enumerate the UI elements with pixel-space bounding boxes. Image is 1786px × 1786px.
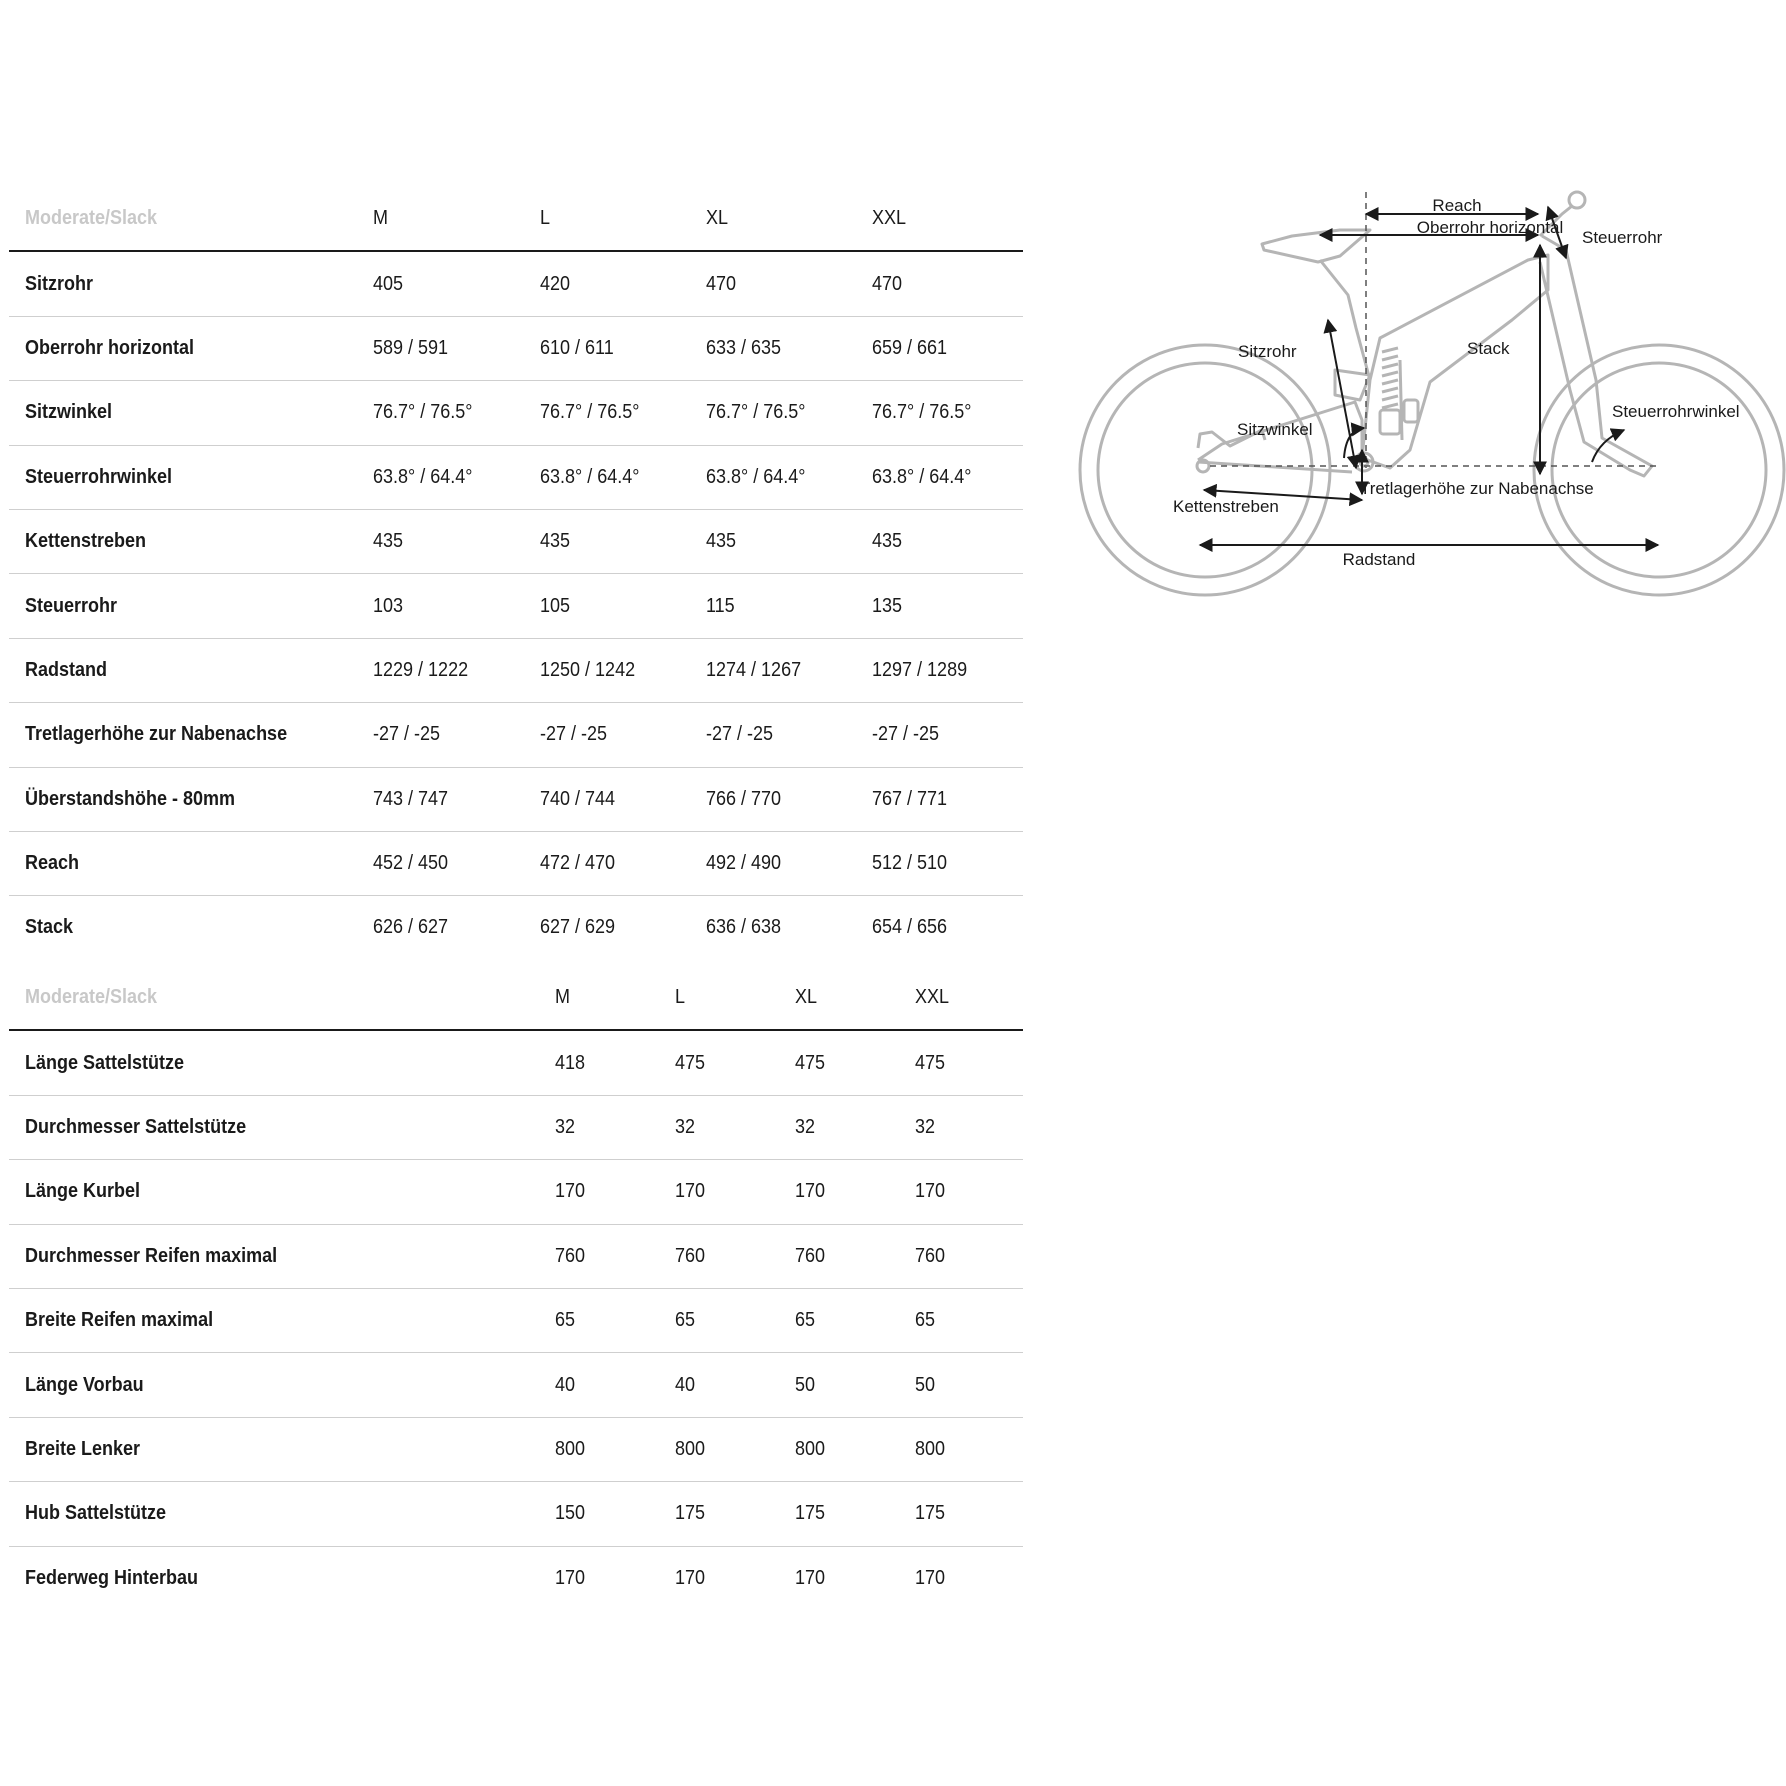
value-xl: -27 / -25 (706, 723, 774, 746)
row-label: Oberrohr horizontal (25, 336, 195, 359)
table-row (9, 768, 1023, 832)
value-m: 103 (373, 594, 404, 617)
table-row (9, 381, 1023, 445)
value-xl: 32 (795, 1115, 816, 1138)
value-m: 1229 / 1222 (373, 658, 469, 681)
value-xl: 475 (795, 1051, 826, 1074)
row-label: Tretlagerhöhe zur Nabenachse (25, 723, 288, 746)
value-m: 800 (555, 1437, 586, 1460)
size-header-xxl: XXL (872, 207, 907, 230)
value-xl: 76.7° / 76.5° (706, 401, 806, 424)
value-m: 32 (555, 1115, 576, 1138)
label-sitzrohr: Sitzrohr (1238, 342, 1297, 361)
value-xxl: 170 (915, 1180, 946, 1203)
front-wheel (1534, 345, 1784, 595)
value-xxl: 1297 / 1289 (872, 658, 968, 681)
value-m: 40 (555, 1373, 576, 1396)
table-row (9, 1418, 1023, 1482)
row-label: Länge Kurbel (25, 1180, 141, 1203)
size-header-m: M (555, 986, 571, 1009)
table-row (9, 1225, 1023, 1289)
value-m: 150 (555, 1502, 586, 1525)
value-m: 626 / 627 (373, 916, 449, 939)
row-label: Sitzrohr (25, 272, 94, 295)
row-label: Hub Sattelstütze (25, 1502, 167, 1525)
value-l: 105 (540, 594, 571, 617)
value-m: 170 (555, 1180, 586, 1203)
label-oberrohr: Oberrohr horizontal (1416, 218, 1564, 237)
value-l: 760 (675, 1244, 706, 1267)
value-xl: 115 (706, 594, 735, 617)
value-xxl: 760 (915, 1244, 946, 1267)
table-row (9, 1547, 1023, 1610)
value-m: 418 (555, 1051, 586, 1074)
value-m: 405 (373, 272, 404, 295)
value-m: 452 / 450 (373, 852, 449, 875)
table-row (9, 317, 1023, 381)
value-xl: 636 / 638 (706, 916, 782, 939)
size-header-l: L (540, 207, 551, 230)
row-label: Durchmesser Sattelstütze (25, 1115, 247, 1138)
table-row (9, 1353, 1023, 1417)
value-xl: 175 (795, 1502, 826, 1525)
value-l: 63.8° / 64.4° (540, 465, 640, 488)
table-row (9, 896, 1023, 959)
value-xl: 470 (706, 272, 737, 295)
value-m: 760 (555, 1244, 586, 1267)
value-l: -27 / -25 (540, 723, 608, 746)
value-xxl: 65 (915, 1309, 936, 1332)
table-row (9, 639, 1023, 703)
row-label: Steuerrohr (25, 594, 118, 617)
value-m: -27 / -25 (373, 723, 441, 746)
value-l: 170 (675, 1566, 706, 1589)
row-label: Steuerrohrwinkel (25, 465, 173, 488)
value-m: 743 / 747 (373, 787, 449, 810)
value-m: 435 (373, 530, 404, 553)
rear-wheel (1080, 345, 1330, 595)
value-l: 435 (540, 530, 571, 553)
value-xxl: 470 (872, 272, 903, 295)
value-l: 610 / 611 (540, 336, 614, 359)
value-xl: 1274 / 1267 (706, 658, 802, 681)
label-reach: Reach (1432, 196, 1482, 215)
label-kettenstreben: Kettenstreben (1173, 497, 1279, 516)
size-header-l: L (675, 986, 686, 1009)
value-xxl: 435 (872, 530, 903, 553)
value-xl: 50 (795, 1373, 816, 1396)
value-m: 589 / 591 (373, 336, 449, 359)
value-xl: 435 (706, 530, 737, 553)
table-row (9, 1031, 1023, 1095)
table-row (9, 1482, 1023, 1546)
value-l: 475 (675, 1051, 706, 1074)
table-row (9, 1160, 1023, 1224)
value-xxl: 175 (915, 1502, 946, 1525)
value-xxl: -27 / -25 (872, 723, 940, 746)
row-label: Kettenstreben (25, 530, 147, 553)
value-xxl: 767 / 771 (872, 787, 948, 810)
value-l: 32 (675, 1115, 696, 1138)
geometry-table (9, 187, 1023, 960)
table-title: Moderate/Slack (25, 986, 158, 1009)
value-xl: 65 (795, 1309, 816, 1332)
value-l: 76.7° / 76.5° (540, 401, 640, 424)
value-xl: 170 (795, 1566, 826, 1589)
value-l: 740 / 744 (540, 787, 616, 810)
table-title: Moderate/Slack (25, 207, 158, 230)
row-label: Sitzwinkel (25, 401, 113, 424)
size-header-xl: XL (795, 986, 818, 1009)
value-l: 40 (675, 1373, 696, 1396)
component-table (9, 966, 1023, 1610)
table-row (9, 1096, 1023, 1160)
table-row (9, 510, 1023, 574)
value-l: 472 / 470 (540, 852, 616, 875)
label-steuerrohrwinkel: Steuerrohrwinkel (1612, 402, 1740, 421)
row-label: Überstandshöhe - 80mm (25, 787, 236, 810)
value-l: 170 (675, 1180, 706, 1203)
label-radstand: Radstand (1342, 550, 1416, 569)
row-label: Länge Vorbau (25, 1373, 144, 1396)
size-header-xl: XL (706, 207, 729, 230)
table-row (9, 252, 1023, 316)
value-xxl: 654 / 656 (872, 916, 948, 939)
value-m: 170 (555, 1566, 586, 1589)
value-xxl: 800 (915, 1437, 946, 1460)
label-tretlager: Tretlagerhöhe zur Nabenachse (1360, 479, 1594, 498)
value-l: 627 / 629 (540, 916, 616, 939)
value-xxl: 76.7° / 76.5° (872, 401, 972, 424)
value-xxl: 512 / 510 (872, 852, 948, 875)
label-stack: Stack (1467, 339, 1510, 358)
row-label: Stack (25, 916, 74, 939)
row-label: Reach (25, 852, 80, 875)
table-row (9, 832, 1023, 896)
row-label: Breite Lenker (25, 1437, 141, 1460)
table-row (9, 446, 1023, 510)
value-xl: 633 / 635 (706, 336, 782, 359)
value-xxl: 32 (915, 1115, 936, 1138)
value-xl: 63.8° / 64.4° (706, 465, 806, 488)
bike-geometry-diagram (1075, 185, 1786, 605)
label-steuerrohr: Steuerrohr (1582, 228, 1663, 247)
label-sitzwinkel: Sitzwinkel (1237, 420, 1313, 439)
row-label: Breite Reifen maximal (25, 1309, 214, 1332)
table-header-row (9, 966, 1023, 1031)
value-m: 76.7° / 76.5° (373, 401, 473, 424)
value-xxl: 659 / 661 (872, 336, 948, 359)
value-xxl: 135 (872, 594, 903, 617)
value-l: 65 (675, 1309, 696, 1332)
value-xxl: 475 (915, 1051, 946, 1074)
value-l: 800 (675, 1437, 706, 1460)
row-label: Federweg Hinterbau (25, 1566, 199, 1589)
row-label: Länge Sattelstütze (25, 1051, 185, 1074)
value-xxl: 50 (915, 1373, 936, 1396)
value-m: 65 (555, 1309, 576, 1332)
table-row (9, 574, 1023, 638)
value-xl: 170 (795, 1180, 826, 1203)
value-xl: 760 (795, 1244, 826, 1267)
value-xxl: 63.8° / 64.4° (872, 465, 972, 488)
table-header-row (9, 187, 1023, 252)
table-row (9, 1289, 1023, 1353)
value-m: 63.8° / 64.4° (373, 465, 473, 488)
value-xl: 492 / 490 (706, 852, 782, 875)
value-l: 420 (540, 272, 571, 295)
value-xl: 800 (795, 1437, 826, 1460)
value-xxl: 170 (915, 1566, 946, 1589)
value-l: 175 (675, 1502, 706, 1525)
row-label: Durchmesser Reifen maximal (25, 1244, 278, 1267)
size-header-xxl: XXL (915, 986, 950, 1009)
value-xl: 766 / 770 (706, 787, 782, 810)
size-header-m: M (373, 207, 389, 230)
table-row (9, 703, 1023, 767)
row-label: Radstand (25, 658, 108, 681)
value-l: 1250 / 1242 (540, 658, 636, 681)
